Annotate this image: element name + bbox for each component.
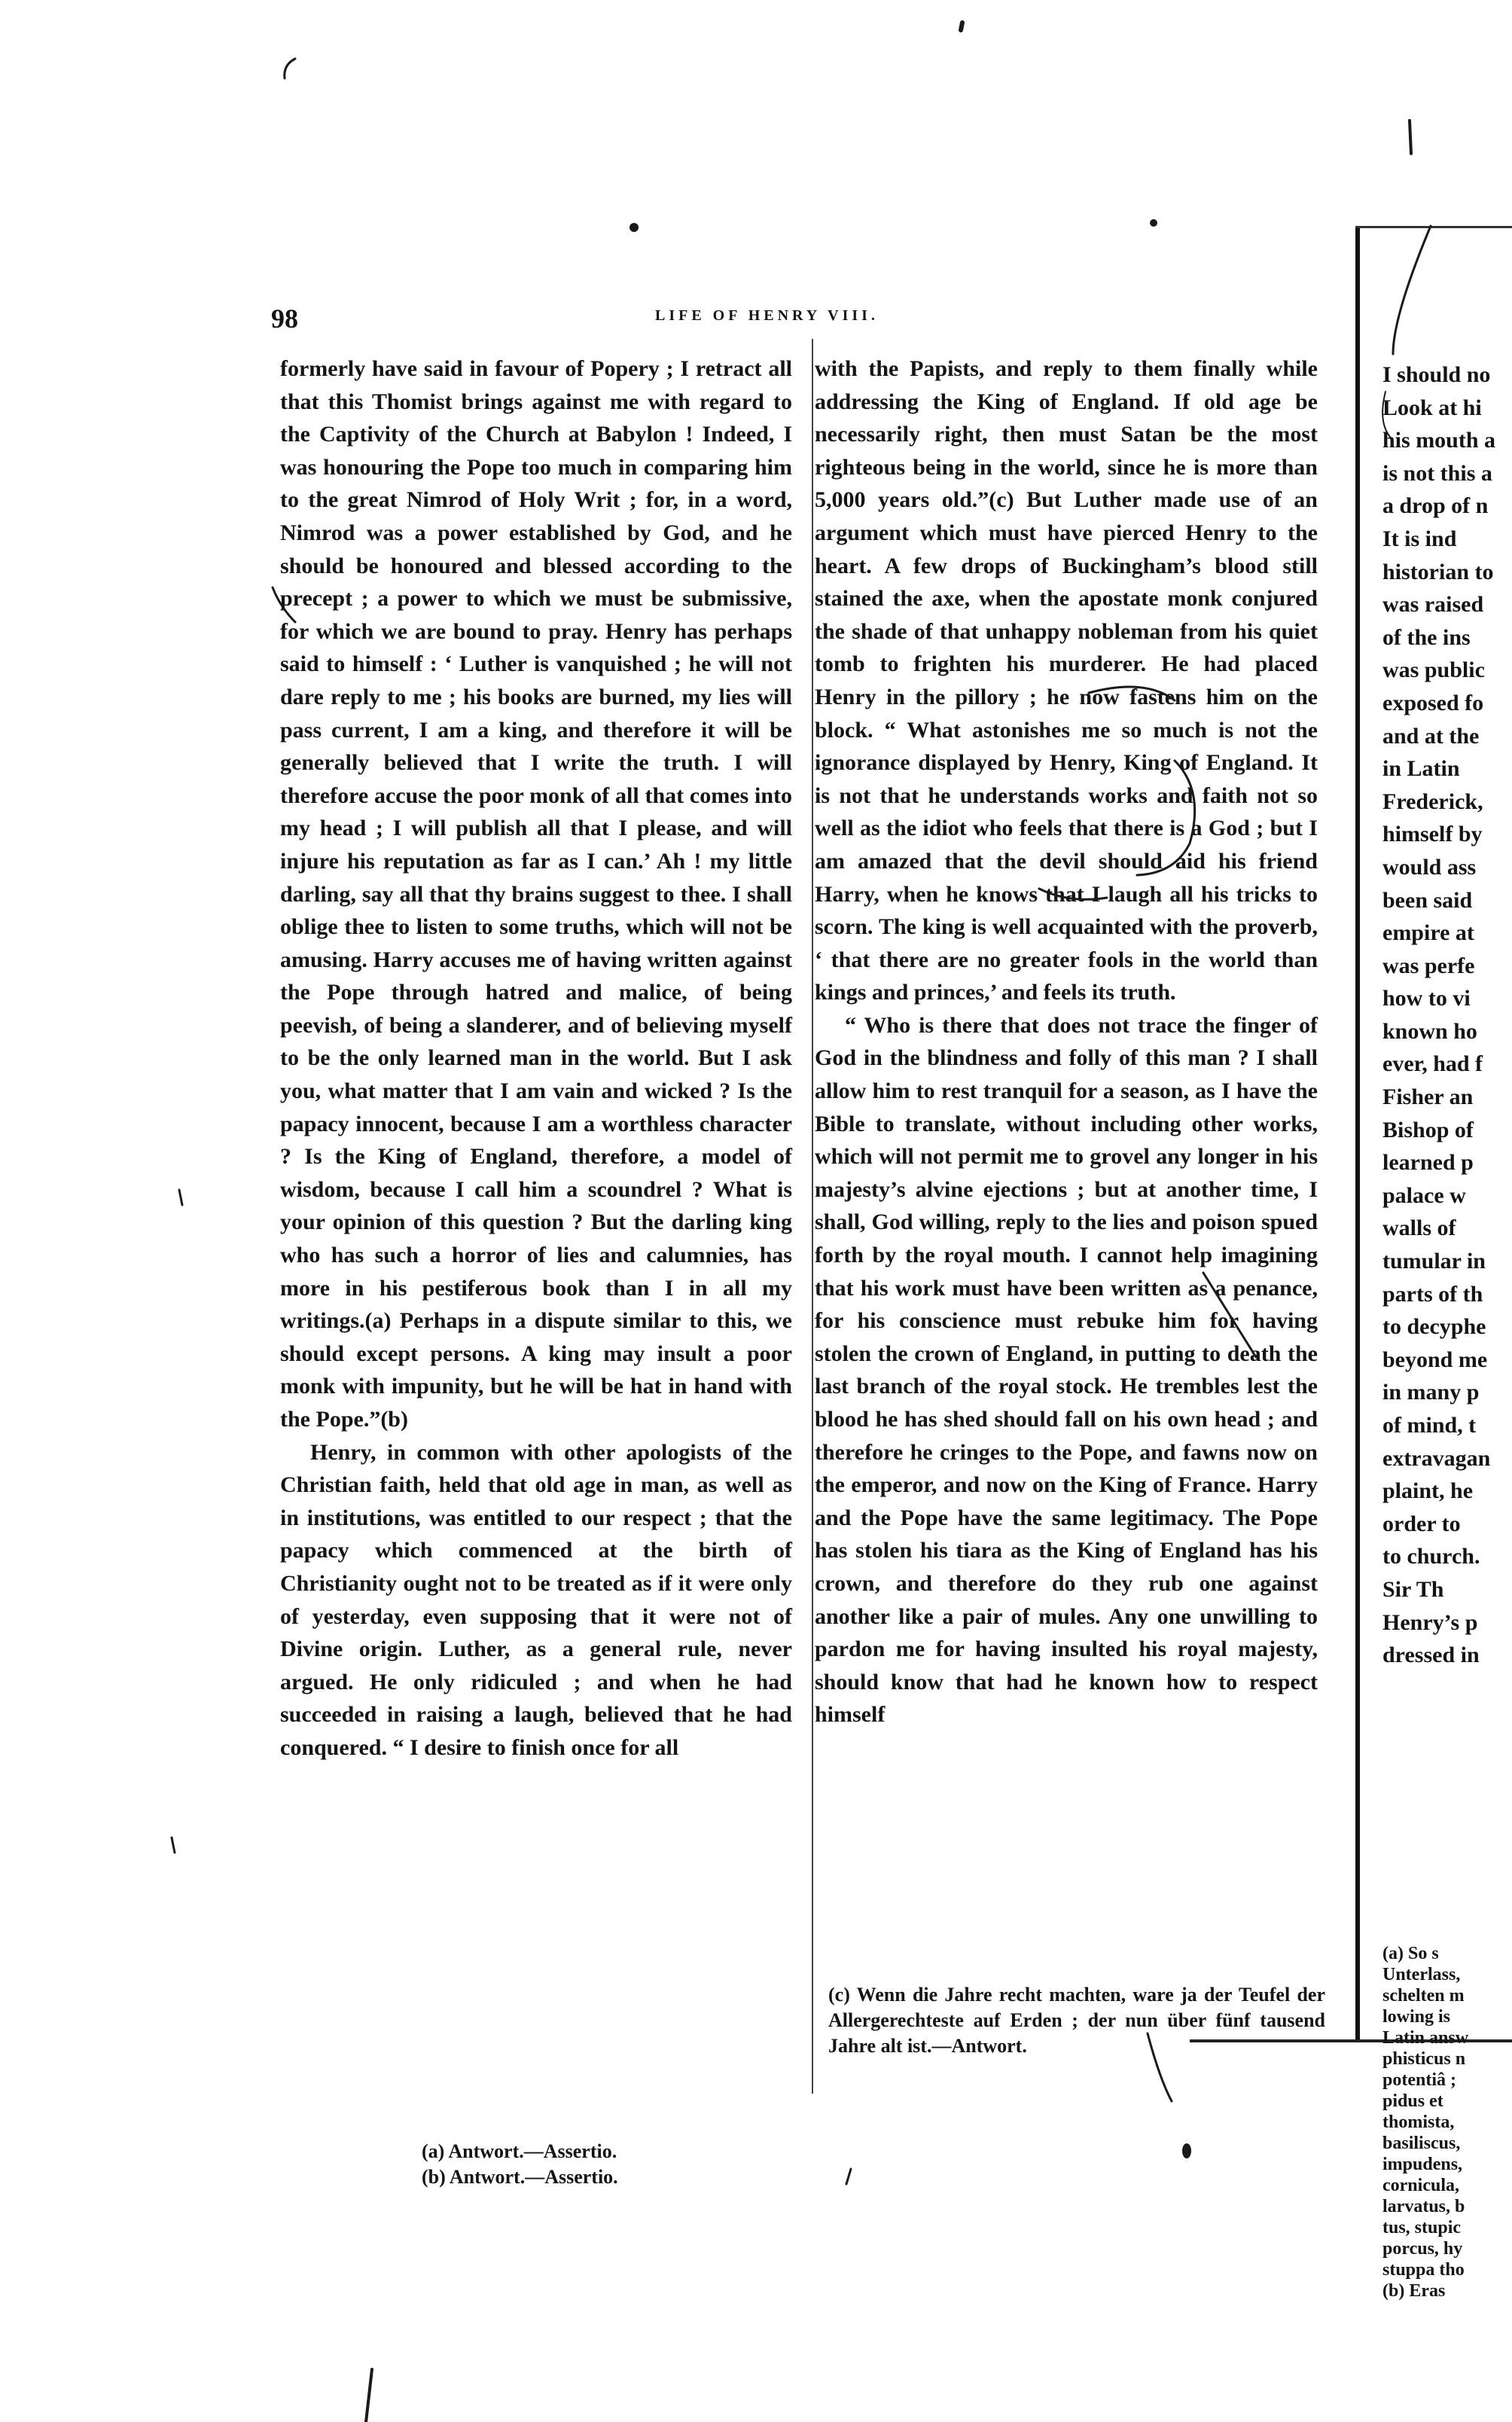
fragment-line: was public (1382, 657, 1485, 683)
fragment-line: walls of (1382, 1216, 1456, 1241)
fragment-line: to church. (1382, 1544, 1480, 1569)
fragment-line: Frederick, (1382, 789, 1483, 814)
left-column (280, 352, 792, 1765)
fragment-line: Look at hi (1382, 395, 1482, 420)
left-paragraph-2: Henry, in common with other apologists of the Christian faith, held that old age in man, as well as in institutions, was entitled to our respect ; that the papacy which commenced at the birth of Christianity ought not to be treated as if it were only of yesterday, even supposing that it were not of Divine origin. Luther, as a general rule, never argued. He only ridiculed ; and when he had succeeded in raising a laugh, believed that he had conquered. “ I desire to finish once for all (280, 1439, 792, 1760)
fragment-line: plaint, he (1382, 1478, 1474, 1504)
page-edge-top (1355, 226, 1512, 228)
fragment-line: to decyphe (1382, 1314, 1486, 1340)
fragment-footnote-line: lowing is (1382, 2007, 1451, 2027)
left-paragraph-1: formerly have said in favour of Popery ; I retract all that this Thomist brings against me with regard to the Captivity of the Church at Babylon ! Indeed, I was honouring the Pope too much in comparing him to the great Nimrod of Holy Writ ; for, in a word, Nimrod was a power established by God, and he should be honoured and blessed according to the precept ; a power to which we must be submissive, for which we are bound to pray. Henry has perhaps said to himself : ‘ Luther is vanquished ; he will not dare reply to me ; his books are burned, my lies will pass current, I am a king, and therefore it will be generally believed that I write the truth. I will therefore accuse the poor monk of all that comes into my head ; I will publish all that I please, and will injure his reputation as far as I can.’ Ah ! my little darling, say all that thy brains suggest to thee. I shall oblige thee to listen to some truths, which will not be amusing. Harry accuses me of having written against the Pope through hatred and malice, of being peevish, of being a slanderer, and of believing myself to be the only learned man in the world. But I ask you, what matter that I am vain and wicked ? Is the papacy innocent, because I am a worthless character ? Is the King of England, therefore, a model of wisdom, because I call him a scoundrel ? What is your opinion of this question ? But the darling king who has such a horror of lies and calumnies, has more in his pestiferous book than I in all my writings.(a) Perhaps in a dispute similar to this, we should except persons. A king may insult a poor monk with impunity, but he will be hat in hand with the Pope.”(b) (280, 356, 792, 1432)
fragment-line: extravagan (1382, 1445, 1491, 1471)
fragment-footnote-line: schelten m (1382, 1986, 1465, 2006)
fragment-footnote-line: thomista, (1382, 2112, 1455, 2132)
fragment-footnote-line: Unterlass, (1382, 1965, 1461, 1984)
fragment-line: dressed in (1382, 1643, 1480, 1668)
footnote-b: (b) Antwort.—Assertio. (422, 2166, 618, 2188)
fragment-line: Bishop of (1382, 1117, 1474, 1142)
fragment-line: Sir Th (1382, 1576, 1444, 1602)
fragment-line: was raised (1382, 592, 1484, 618)
fragment-line: I should no (1382, 362, 1491, 387)
right-paragraph-1: with the Papists, and reply to them finally while addressing the King of England. If old age be necessarily right, then must Satan be the most righteous being in the world, since he is more than 5,000 years old.”(c) But Luther made use of an argument which must have pierced Henry to the heart. A few drops of Buckingham’s blood still stained the axe, when the apostate monk conjured the shade of that unhappy nobleman from his quiet tomb to frighten his murderer. He had placed Henry in the pillory ; he now fastens him on the block. “ What astonishes me so much is not the ignorance displayed by Henry, King of England. It is not that he understands works and faith not so well as the idiot who feels that there is a God ; but I am amazed that the devil should aid his friend Harry, when he knows that I laugh all his tricks to scorn. The king is well acquainted with the proverb, ‘ that there are no greater fools in the world than kings and princes,’ and feels its truth. (815, 356, 1318, 1005)
fragment-line: empire at (1382, 920, 1474, 946)
page-number: 98 (271, 304, 298, 334)
fragment-line: Fisher an (1382, 1084, 1474, 1110)
fragment-line: of the ins (1382, 624, 1471, 650)
fragment-line: ever, had f (1382, 1051, 1483, 1077)
fragment-footnote-line: cornicula, (1382, 2176, 1459, 2195)
right-footnote: (c) Wenn die Jahre recht machten, ware ja der Teufel der Allergerechteste auf Erden ; der nun über fünf tausend Jahre alt ist.—Antwort. (828, 1984, 1325, 2057)
fragment-line: Henry’s p (1382, 1609, 1478, 1635)
ink-dot (1150, 219, 1157, 227)
fragment-line: order to (1382, 1511, 1461, 1536)
fragment-line: tumular in (1382, 1249, 1486, 1274)
fragment-line: beyond me (1382, 1347, 1488, 1372)
next-page-footnotes (1382, 1943, 1512, 2302)
fragment-line: himself by (1382, 822, 1483, 847)
left-footnotes (422, 2139, 738, 2190)
pen-mark (1410, 120, 1411, 154)
fragment-line: was perfe (1382, 953, 1475, 978)
fragment-line: in Latin (1382, 756, 1460, 782)
fragment-line: how to vi (1382, 986, 1471, 1011)
fragment-footnote-line: porcus, hy (1382, 2239, 1463, 2259)
fragment-line: been said (1382, 887, 1473, 913)
fragment-line: of mind, t (1382, 1413, 1477, 1438)
fragment-line: parts of th (1382, 1281, 1483, 1307)
fragment-line: a drop of n (1382, 493, 1489, 519)
pen-mark (179, 1190, 182, 1205)
fragment-footnote-line: impudens, (1382, 2155, 1463, 2174)
pen-mark (366, 2369, 372, 2422)
fragment-footnote-line: phisticus n (1382, 2049, 1466, 2069)
pen-mark (285, 59, 295, 78)
fragment-footnote-line: (b) Eras (1382, 2281, 1446, 2301)
fragment-line: is not this a (1382, 460, 1492, 486)
right-paragraph-2: “ Who is there that does not trace the finger of God in the blindness and folly of this man ? I shall allow him to rest tranquil for a season, as I have the Bible to translate, without including other works, which will not permit me to grovel any longer in his majesty’s alvine ejections ; but at another time, I shall, God willing, reply to the lies and poison spued forth by the royal mouth. I cannot help imagining that his work must have been written as a penance, for his conscience must rebuke him for having stolen the crown of England, in putting to death the last branch of the royal stock. He trembles lest the blood he has shed should fall on his own head ; and therefore he cringes to the Pope, and fawns now on the emperor, and now on the King of France. Harry and the Pope have the same legitimacy. The Pope has stolen his tiara as the King of England has his crown, and therefore do they rub one against another like a pair of mules. Any one unwilling to pardon me for having insulted his royal majesty, should know that had he known how to respect himself (815, 1012, 1318, 1728)
fragment-footnote-line: pidus et (1382, 2091, 1443, 2111)
fragment-footnote-line: larvatus, b (1382, 2197, 1465, 2216)
fragment-footnote-line: (a) So s (1382, 1944, 1439, 1963)
fragment-line: known ho (1382, 1018, 1477, 1044)
footnote-a: (a) Antwort.—Assertio. (422, 2140, 617, 2162)
pen-mark (961, 23, 962, 30)
fragment-line: would ass (1382, 854, 1477, 880)
fragment-footnote-line: potentiâ ; (1382, 2070, 1456, 2090)
fragment-line: exposed fo (1382, 690, 1484, 715)
fragment-line: his mouth a (1382, 428, 1496, 453)
next-page-fragment (1382, 358, 1512, 1672)
pen-mark (846, 2169, 851, 2184)
ink-dot (629, 223, 639, 232)
fragment-line: learned p (1382, 1150, 1474, 1176)
fragment-footnote-line: basiliscus, (1382, 2134, 1461, 2153)
column-rule (812, 339, 813, 2094)
fragment-line: historian to (1382, 559, 1494, 584)
fragment-line: in many p (1382, 1380, 1480, 1405)
fragment-line: It is ind (1382, 526, 1457, 551)
right-column (815, 352, 1318, 1731)
pen-mark (172, 1838, 175, 1853)
ink-blot (1182, 2143, 1191, 2158)
fragment-line: and at the (1382, 723, 1480, 749)
fragment-footnote-line: stuppa tho (1382, 2260, 1465, 2280)
fragment-footnote-line: tus, stupic (1382, 2218, 1462, 2237)
fragment-footnote-line: Latin answ (1382, 2028, 1469, 2048)
running-head: LIFE OF HENRY VIII. (655, 307, 879, 324)
pen-mark (1393, 226, 1431, 354)
page-header (271, 303, 949, 333)
fragment-line: palace w (1382, 1182, 1466, 1208)
page-edge-border (1355, 226, 1360, 2041)
